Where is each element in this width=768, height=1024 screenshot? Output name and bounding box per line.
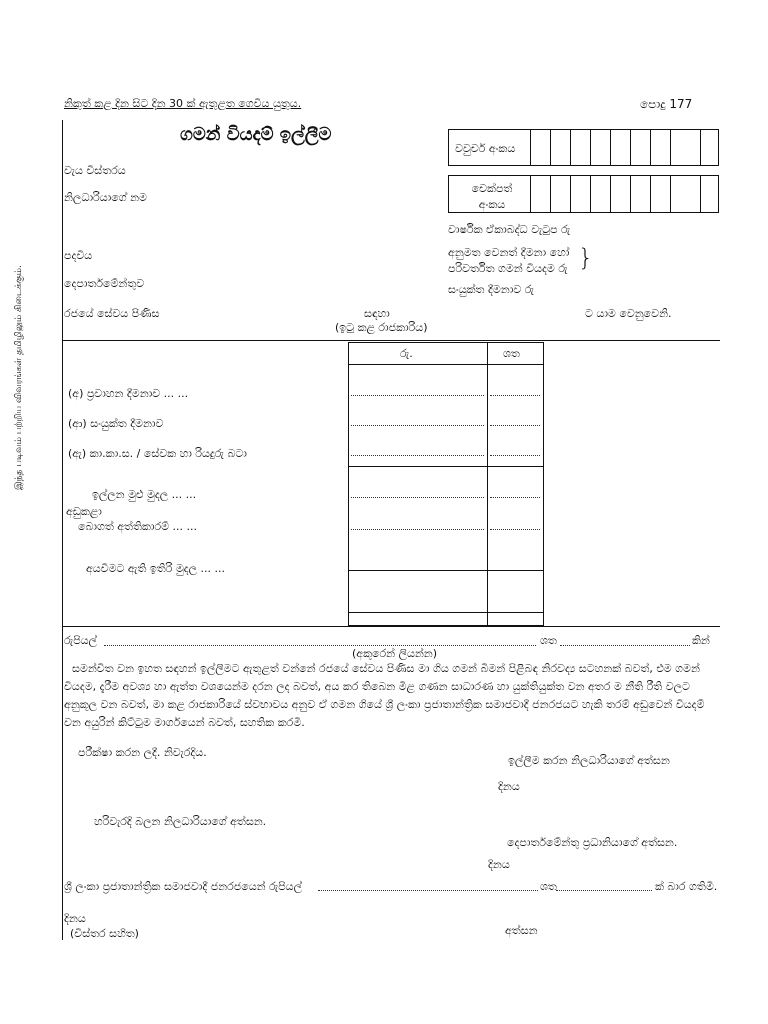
voucher-label: වවුචර් අංකය [455,142,516,155]
table-bottom-rule [62,626,720,627]
brace: } [578,244,594,272]
cents-words-label: ශත [540,634,557,647]
received-end-label: ක් බාර ගතිමි. [655,880,718,893]
to-go-label: ට යාම වෙනුවෙනි. [585,307,672,320]
rupees-words-label: රුපියල් [64,634,97,647]
head-of-department-signature: දෙපාර්තමේන්තු ප්‍රධානියාගේ අත්සන. [507,836,678,849]
advance-taken-label: බොගත් අත්තිකාරම් ... ... [78,520,197,533]
form-number: පොදු 177 [640,97,693,111]
row-transport-allowance: (අ) ප්‍රවාහන දීමනාව ... ... [68,387,189,400]
col-rupees: රු. [400,347,413,360]
row-staff-driver-bata: (ඇ) කා.කා.ස. / සේවක හා රියදුරු බටා [68,447,247,460]
govt-service-label: රජයේ සේවය පිණිස [64,307,160,320]
combined-allowance-label: සංයුක්ත දීමනාව රු [448,283,534,296]
cheque-label: චෙක්පත් අංකය [471,182,513,211]
date-label-3: දිනය [64,912,86,925]
verifying-officer-signature: හරිවැරදි බලන නිලධාරියාගේ අත්සන. [94,815,267,828]
side-note: இந்த படிவம் பற்றிய விவரங்கள் தமிழிலும் கிடைக்கும். [14,265,24,490]
stamp-note: (විස්තර සහිත) [70,927,139,940]
officer-name-label: නිලධාරියාගේ නම [64,191,147,204]
approved-rate-line1: අනුමත වෙනත් දීමනා හෝ [448,246,570,259]
for-label: සඳහා [364,307,390,320]
received-cents-label: ශත [540,880,557,893]
deadline-note: නිකුත් කළ දින සිට දින 30 ක් ඇතුළත ගෙවිය යුතුය. [64,97,302,110]
official-duty-note: (ඉටු කළ රාජකාරිය) [335,321,428,334]
claim-total-label: ඉල්ලන මුළු මුදල ... ... [92,488,197,501]
signature-label: අත්සන [505,924,538,937]
date-label-1: දිනය [498,780,520,793]
received-line-label: ශ්‍රී ලංකා ප්‍රජාතාන්ත්‍රික සමාජවාදී ජනරජයෙන් රුපියල් [64,880,302,893]
page-title: ගමන් වියදම් ඉල්ලීම [180,124,332,145]
left-margin-line [62,120,63,940]
col-cents: ශත [503,347,520,360]
expense-details-label: වැය විස්තරය [64,164,126,177]
date-label-2: දිනය [488,858,510,871]
approved-rate-line2: පරිවර්තිත ගමන් වියදම රු [448,262,568,275]
table-top-rule [62,340,720,341]
deduction-label: අඩුකළා [66,505,102,518]
amount-columns [348,342,544,626]
in-words-note: (අකුරෙන් ලියන්න) [352,647,438,660]
row-combined-allowance: (ආ) සංයුක්ත දීමනාව [68,417,164,430]
annual-salary-label: වාර්ෂික ඒකාබද්ධ වැටුප රු [448,223,571,236]
claimant-signature-label: ඉල්ලීම කරන නිලධාරියාගේ අත්සන [508,754,670,767]
position-label: පදවිය [64,249,93,262]
declaration-text: සමන්විත වන ඉහත සඳහන් ඉල්ලීමට ඇතුළත් වන්නේ රජයේ සේවය පිණිස මා ගිය ගමන් බිමන් පිළිබඳ නිරවද්‍ය සටහනක් බවත්, එම ගමන් වියදම, දැරීම අවශ්‍ය හා ඇත්ත වශයෙන්ම දරන ලද බවත්, අය කර තිබෙන මිළ ගණන සාධාරණ හා යුක්තියුක්ත වන අතර ම නීති රීති වලට අනුකූල වන බවත්, මා කළ රාජකාරියේ ස්වභාවය අනුව ඒ ගමන ගියේ ශ්‍රී ලංකා ප්‍රජාතාන්ත්‍රික සමාජවාදී ජනරජයට හැකි තරම් අඩුවෙන් වියදම් වන අයුරින් කිට්ටුම මාර්ගයෙන් බවත්, සහතික කරමි. [64,662,705,729]
checked-correct: පරීක්ෂා කරන ලදී. නිවැරදිය. [78,746,207,759]
department-label: දෙපාර්තමේන්තුව [64,277,145,290]
only-label: කින් [692,634,710,647]
balance-due-label: අයවීමට ඇති ඉතිරි මුදල ... ... [86,562,226,575]
